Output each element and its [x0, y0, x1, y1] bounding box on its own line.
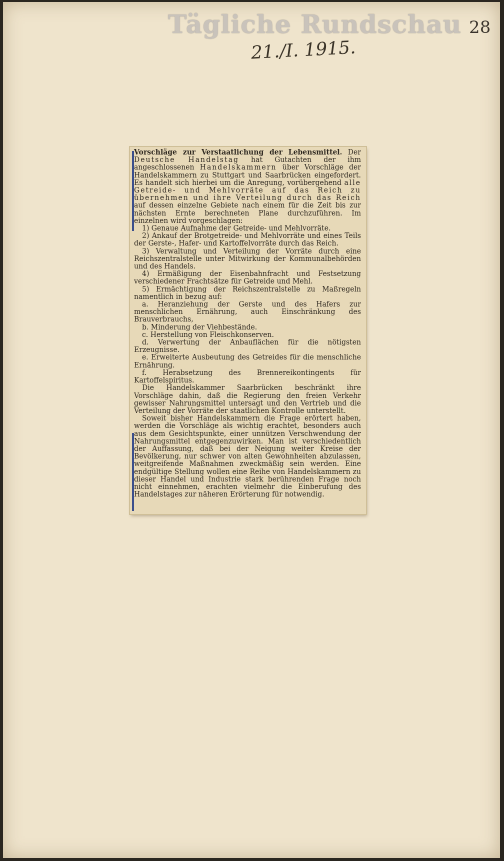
article-body [130, 147, 366, 501]
paragraph-conclusion: Soweit bisher Handelskammern die Frage erörtert haben, werden die Vorschläge als wichtig erachtet, besonders auch aus dem Gesichtspunkte, einer unnützen Verschwendung der Nahrungsmittel entgegenzuwirken. Man ist verschiedentlich der Auffassung, daß bei der Neigung weiter Kreise der Bevölkerung, nur schwer von alten Gewohnheiten abzulassen, weitgreifende Maßnahmen zweckmäßig sein werden. Eine endgültige Stellung wollen eine Reihe von Handelskammern zu dieser Handel und Industrie stark berührenden Frage noch nicht einnehmen, erachten vielmehr die Einberufung des Handelstages zur näheren Erörterung für notwendig. [134, 414, 361, 499]
list-item: e. Erweiterte Ausbeutung des Getreides für die menschliche Ernährung. [134, 353, 361, 370]
list-item: f. Herabsetzung des Brennereikontingents für Kartoffelspiritus. [134, 368, 361, 385]
margin-mark-top [132, 151, 134, 231]
list-item: 4) Ermäßigung der Eisenbahnfracht und Festsetzung verschiedener Frachtsätze für Getreide und Mehl. [134, 270, 361, 286]
list-item: 5) Ermächtigung der Reichszentralstelle zu Maßregeln namentlich in bezug auf: [134, 285, 361, 301]
list-item: a. Heranziehung der Gerste und des Hafers zur menschlichen Ernährung, auch Einschränkung des Brauverbrauchs, [134, 300, 361, 324]
list-item: 2) Ankauf der Brotgetreide- und Mehlvorräte und eines Teils der Gerste-, Hafer- und Kartoffelvorräte durch das Reich. [134, 232, 361, 248]
handwritten-date: 21./I. 1915. [250, 37, 357, 64]
intro-text-3: hat Gutachten der ihm angeschlossenen [134, 156, 361, 172]
list-item: c. Herstellung von Fleischkonserven. [142, 330, 274, 339]
page-number: 28 [469, 18, 491, 38]
newspaper-clipping [130, 147, 366, 514]
intro-text-4: Handelskammern [199, 163, 277, 172]
list-item: 3) Verwaltung und Verteilung der Vorräte durch eine Reichszentralstelle unter Mitwirkung der Kommunalbehörden und des Handels. [134, 247, 361, 271]
list-item: 1) Genaue Aufnahme der Getreide- und Mehlvorräte. [142, 224, 331, 233]
intro-text-5: über Vorschläge der Handelskammern zu Stuttgart und Saarbrücken eingefordert. Es handelt sich hierbei um die Anregung, vorübergehend [134, 163, 362, 187]
archive-sheet [3, 2, 500, 858]
list-item: b. Minderung der Viehbestände. [142, 323, 258, 332]
article-intro [134, 149, 361, 225]
margin-mark-bottom [132, 433, 134, 511]
list-item: d. Verwertung der Anbauflächen für die nötigsten Erzeugnisse. [134, 338, 361, 355]
intro-text-2: Deutsche Handelstag [134, 156, 239, 165]
article-headline: Vorschläge zur Verstaatlichung der Lebensmittel. [134, 148, 343, 157]
newspaper-masthead-stamp: Tägliche Rundschau [168, 10, 462, 39]
intro-text-1: Der [347, 148, 362, 157]
intro-text-6: alle Getreide- und Mehlvorräte auf das Reich zu übernehmen und ihre Verteilung durch das Reich [134, 178, 362, 203]
paragraph-saarbruecken: Die Handelskammer Saarbrücken beschränkt ihre Vorschläge dahin, daß die Regierung den freien Verkehr gewisser Nahrungsmittel untersagt und den Vertrieb und die Verteilung der Vorräte der staatlichen Kontrolle unterstellt. [134, 384, 361, 415]
intro-text-7: auf dessen einzelne Gebiete nach einem für die Zeit bis zur nächsten Ernte berechneten Plane durchzuführen. Im einzelnen wird vorgeschlagen: [134, 201, 361, 225]
